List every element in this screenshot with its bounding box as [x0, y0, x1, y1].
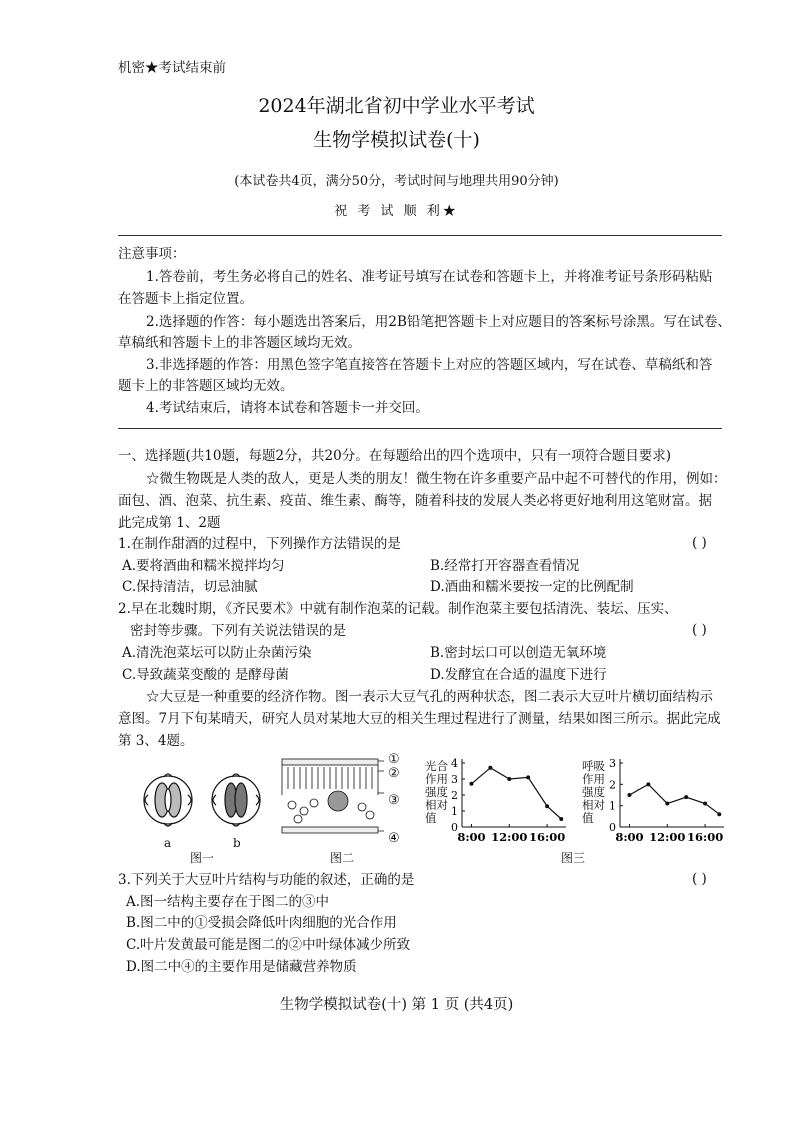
option-c[interactable]: C.叶片发黄最可能是图二的②中叶绿体减少所致: [126, 937, 411, 953]
chart-left-ylabel: [425, 760, 448, 825]
photosynthesis-chart: [448, 755, 572, 847]
notice-line: 4.考试结束后，请将本试卷和答题卡一并交回。: [146, 400, 429, 416]
figure-2-label-3: ③: [388, 793, 400, 808]
answer-bracket[interactable]: ( ): [692, 535, 707, 551]
data-point: [717, 812, 721, 816]
intro-line: 第 3、4题。: [118, 733, 194, 749]
figure-2-label-2: ②: [388, 766, 400, 781]
option-b[interactable]: B.密封坛口可以创造无氧环境: [430, 645, 607, 661]
question-1-stem: 1.在制作甜酒的过程中，下列操作方法错误的是: [118, 536, 401, 552]
x-tick-label: 8:00: [457, 830, 486, 844]
y-tick-label: 3: [609, 757, 616, 770]
intro-line: ☆大豆是一种重要的经济作物。图一表示大豆气孔的两种状态，图二表示大豆叶片横切面结构示: [146, 689, 713, 705]
figure-1-label-a: a: [164, 836, 172, 850]
data-point: [526, 775, 530, 779]
figure-2-leaf-section: [278, 753, 390, 845]
good-luck-text: 祝 考 试 顺 利★: [334, 204, 459, 219]
notice-line: 草稿纸和答题卡上的非答题区域均无效。: [118, 335, 361, 351]
divider-bottom: [118, 428, 722, 429]
divider-top: [118, 235, 722, 236]
y-tick-label: 0: [451, 821, 458, 834]
ylabel-line: 相对: [582, 798, 605, 812]
x-tick-label: 16:00: [528, 830, 566, 844]
data-point: [665, 802, 669, 806]
data-point: [646, 782, 650, 786]
option-d[interactable]: D.酒曲和糯米要按一定的比例配制: [430, 579, 634, 595]
exam-subtitle: 生物学模拟试卷(十): [313, 129, 480, 151]
answer-bracket[interactable]: ( ): [692, 871, 707, 887]
data-point: [559, 817, 563, 821]
series-line: [629, 784, 719, 814]
exam-info: (本试卷共4页，满分50分，考试时间与地理共用90分钟): [234, 174, 559, 189]
figure-2-label-1: ①: [388, 752, 400, 767]
ylabel-line: 作用: [425, 772, 448, 786]
question-2-stem: 2.早在北魏时期，《齐民要术》中就有制作泡菜的记载。制作泡菜主要包括清洗、装坛、压实、: [118, 601, 678, 617]
ylabel-line: 值: [582, 811, 594, 825]
data-point: [703, 802, 707, 806]
data-point: [469, 782, 473, 786]
data-point: [507, 777, 511, 781]
intro-line: 此完成第 1、2题: [118, 515, 221, 531]
section-heading: 一、选择题(共10题，每题2分，共20分。在每题给出的四个选项中，只有一项符合题目要求): [118, 448, 671, 464]
question-3-stem: 3.下列关于大豆叶片结构与功能的叙述，正确的是: [118, 872, 415, 888]
answer-bracket[interactable]: ( ): [692, 622, 707, 638]
y-tick-label: 4: [451, 757, 458, 770]
figure-2-label-4: ④: [388, 831, 400, 846]
y-tick-label: 0: [609, 821, 616, 834]
option-c[interactable]: C.导致蔬菜变酸的 是酵母菌: [122, 667, 289, 683]
ylabel-line: 值: [425, 811, 437, 825]
data-point: [545, 804, 549, 808]
respiration-chart: [606, 755, 730, 847]
y-tick-label: 2: [451, 789, 458, 802]
intro-line: 意图。7月下旬某晴天，研究人员对某地大豆的相关生理过程进行了测量，结果如图三所示。据此完成: [118, 711, 721, 727]
figure-2-caption: 图二: [330, 851, 355, 865]
x-tick-label: 12:00: [491, 830, 528, 844]
figure-1-label-b: b: [233, 836, 241, 850]
ylabel-line: 光合: [425, 759, 448, 773]
chart-right-ylabel: [582, 760, 605, 825]
option-c[interactable]: C.保持清洁，切忌油腻: [122, 579, 258, 595]
ylabel-line: 呼吸: [582, 759, 605, 773]
x-tick-label: 12:00: [649, 830, 686, 844]
data-point: [684, 795, 688, 799]
option-b[interactable]: B.图二中的①受损会降低叶肉细胞的光合作用: [126, 915, 397, 931]
figure-3-caption: 图三: [561, 851, 586, 865]
intro-line: ☆微生物既是人类的敌人，更是人类的朋友！微生物在许多重要产品中起不可替代的作用，例如：: [146, 471, 727, 487]
notice-line: 3.非选择题的作答：用黑色签字笔直接答在答题卡上对应的答题区域内，写在试卷、草稿纸和答: [146, 357, 713, 373]
series-line: [471, 768, 561, 819]
y-tick-label: 1: [609, 799, 616, 813]
secret-label: 机密★考试结束前: [118, 60, 226, 76]
option-a[interactable]: A.要将酒曲和糯米搅拌均匀: [122, 558, 285, 574]
notice-line: 题卡上的非答题区域均无效。: [118, 378, 294, 394]
data-point: [627, 793, 631, 797]
exam-title: 2024年湖北省初中学业水平考试: [258, 95, 535, 117]
figure-1-caption: 图一: [190, 851, 215, 865]
page-footer: 生物学模拟试卷(十) 第 1 页 (共4页): [279, 997, 514, 1013]
y-tick-label: 1: [451, 805, 458, 818]
figure-1-stomata: [140, 765, 270, 840]
option-a[interactable]: A.清洗泡菜坛可以防止杂菌污染: [122, 645, 312, 661]
ylabel-line: 强度: [582, 785, 605, 799]
ylabel-line: 强度: [425, 785, 448, 799]
notice-line: 在答题卡上指定位置。: [118, 291, 253, 307]
notice-line: 1.答卷前，考生务必将自己的姓名、准考证号填写在试卷和答题卡上，并将准考证号条形码粘贴: [146, 269, 713, 285]
notice-line: 2.选择题的作答：每小题选出答案后，用2B铅笔把答题卡上对应题目的答案标号涂黑。写在试卷、: [146, 314, 731, 330]
y-tick-label: 2: [609, 778, 616, 792]
x-tick-label: 16:00: [686, 830, 724, 844]
notice-heading: 注意事项：: [118, 246, 186, 262]
option-d[interactable]: D.图二中④的主要作用是储藏营养物质: [126, 959, 357, 975]
ylabel-line: 作用: [582, 772, 605, 786]
y-tick-label: 3: [451, 773, 458, 786]
data-point: [488, 766, 492, 770]
question-2-stem-cont: 密封等步骤。下列有关说法错误的是: [130, 623, 346, 639]
ylabel-line: 相对: [425, 798, 448, 812]
option-b[interactable]: B.经常打开容器查看情况: [430, 558, 580, 574]
x-tick-label: 8:00: [615, 830, 644, 844]
option-a[interactable]: A.图一结构主要存在于图二的③中: [126, 894, 330, 910]
intro-line: 面包、酒、泡菜、抗生素、疫苗、维生素、酶等，随着科技的发展人类必将更好地利用这笔财富。据: [118, 493, 712, 509]
option-d[interactable]: D.发酵宜在合适的温度下进行: [430, 667, 607, 683]
